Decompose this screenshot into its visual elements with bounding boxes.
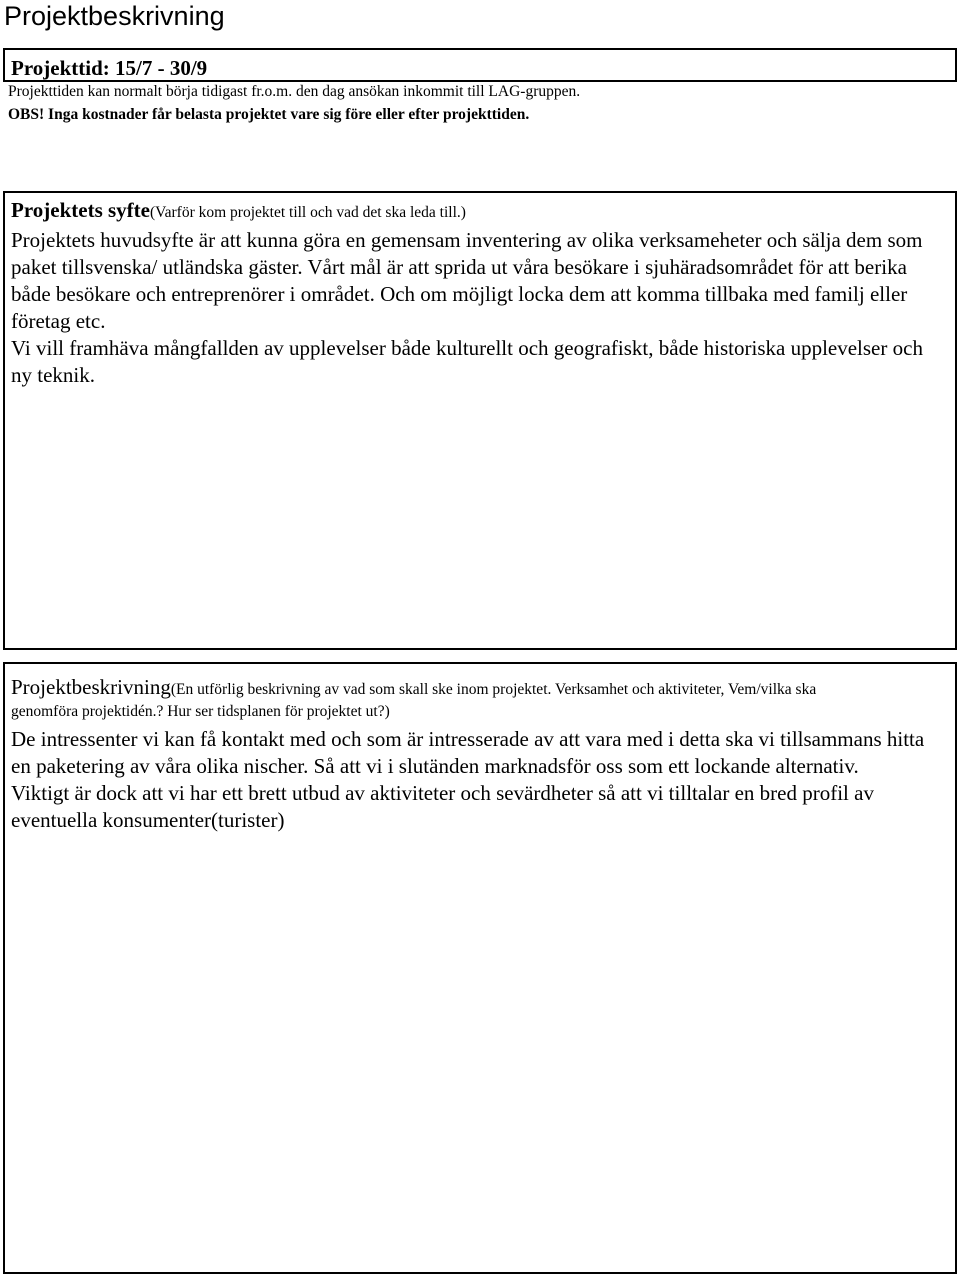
project-description-box [3,662,957,1274]
project-period-note: Projekttiden kan normalt börja tidigast fr.o.m. den dag ansökan inkommit till LAG-gruppen. [8,83,581,100]
project-period-warning: OBS! Inga kostnader får belasta projektet vare sig före eller efter projekttiden. [8,106,530,123]
project-description-hint-1: (En utförlig beskrivning av vad som skall ske inom projektet. Verksamhet och aktiviteter, Vem/vilka ska [170,681,817,698]
project-description-paragraph-2: Viktigt är dock att vi har ett brett utbud av aktiviteter och sevärdheter så att vi tilltalar en bred profil av eventuella konsumenter(turister) [11,781,874,832]
project-description-hint-2: genomföra projektidén.? Hur ser tidsplanen för projektet ut?) [11,703,390,720]
project-purpose-box [3,191,957,650]
page-title: Projektbeskrivning [4,1,225,31]
project-period-box [3,48,957,82]
project-purpose-paragraph-1: Projektets huvudsyfte är att kunna göra en gemensam inventering av olika verksameheter och sälja dem som paket tillsvenska/ utländska gäster. Vårt mål är att sprida ut våra besökare i sjuhäradsområdet för att berika både besökare och entreprenörer i området. Och om möjligt locka dem att komma tillbaka med familj eller företag etc. [11,228,923,333]
project-description-heading: Projektbeskrivning [11,675,171,699]
project-purpose-heading-line [11,199,949,224]
project-purpose-paragraph-2: Vi vill framhäva mångfallden av upplevelser både kulturellt och geografiskt, både historiska upplevelser och ny teknik. [11,336,923,387]
project-purpose-heading: Projektets syfte [11,198,150,222]
project-description-heading-line [11,676,949,723]
project-period-title: Projekttid: 15/7 - 30/9 [11,56,208,80]
project-purpose-hint: (Varför kom projektet till och vad det ska leda till.) [149,204,466,221]
project-description-paragraph-1: De intressenter vi kan få kontakt med och som är intresserade av att vara med i detta ska vi tillsammans hitta en paketering av våra olika nischer. Så att vi i slutänden marknadsför oss som ett lockande alternativ. [11,727,925,778]
